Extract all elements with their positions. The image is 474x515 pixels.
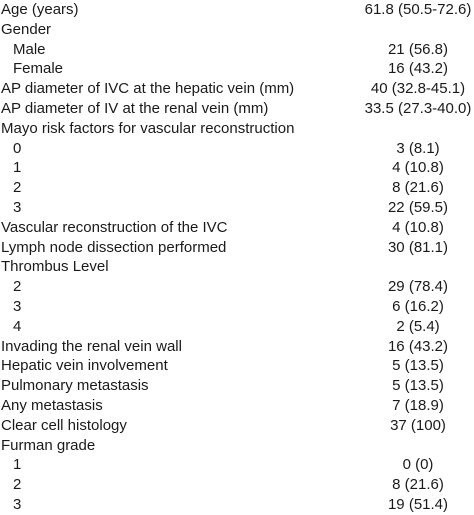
row-label: Gender [1, 20, 52, 38]
row-value: 2 (5.4) [396, 317, 440, 335]
row-value: 3 (8.1) [396, 139, 440, 157]
row-label: AP diameter of IV at the renal vein (mm) [1, 99, 269, 117]
row-label: 3 [13, 198, 22, 216]
row-label: 1 [13, 159, 22, 177]
table-row [0, 297, 474, 317]
table-row [0, 178, 474, 198]
row-label: 3 [13, 495, 22, 513]
table-row [0, 356, 474, 376]
table-row [0, 139, 474, 159]
table-row [0, 218, 474, 238]
row-label: Hepatic vein involvement [1, 357, 168, 375]
row-label: Mayo risk factors for vascular reconstruction [1, 119, 295, 137]
table-row [0, 337, 474, 357]
row-value: 5 (13.5) [392, 357, 444, 375]
row-value: 6 (16.2) [392, 297, 444, 315]
row-label: Lymph node dissection performed [1, 238, 227, 256]
row-value: 37 (100) [390, 416, 446, 434]
row-label: Female [13, 60, 64, 78]
row-label: 0 [13, 139, 22, 157]
row-label: 2 [13, 278, 22, 296]
table-row [0, 277, 474, 297]
table-row [0, 99, 474, 119]
row-value: 7 (18.9) [392, 396, 444, 414]
row-value: 19 (51.4) [387, 495, 449, 513]
table-row [0, 59, 474, 79]
row-value: 8 (21.6) [392, 476, 444, 494]
row-value: 8 (21.6) [392, 179, 444, 197]
row-label: Vascular reconstruction of the IVC [1, 218, 228, 236]
row-label: Any metastasis [1, 396, 103, 414]
row-value: 21 (56.8) [387, 40, 449, 58]
row-label: Age (years) [1, 1, 79, 18]
row-value: 33.5 (27.3-40.0) [364, 99, 472, 117]
row-value: 4 (10.8) [392, 218, 444, 236]
row-label: Clear cell histology [1, 416, 127, 434]
table-row [0, 495, 474, 515]
table-row [0, 257, 474, 277]
table-row [0, 158, 474, 178]
table-row [0, 475, 474, 495]
table-row [0, 198, 474, 218]
row-label: 2 [13, 179, 22, 197]
row-value: 61.8 (50.5-72.6) [364, 1, 472, 18]
table-row [0, 416, 474, 436]
table-row [0, 0, 474, 20]
row-label: AP diameter of IVC at the hepatic vein (mm) [1, 80, 295, 98]
row-label: 3 [13, 297, 22, 315]
table-row [0, 119, 474, 139]
table-row [0, 20, 474, 40]
row-label: Invading the renal vein wall [1, 337, 182, 355]
table-row [0, 40, 474, 60]
row-value: 40 (32.8-45.1) [370, 80, 466, 98]
row-value: 0 (0) [402, 456, 434, 474]
table-row [0, 436, 474, 456]
row-value: 30 (81.1) [387, 238, 449, 256]
row-value: 4 (10.8) [392, 159, 444, 177]
table-row [0, 317, 474, 337]
table-row [0, 396, 474, 416]
row-label: 1 [13, 456, 22, 474]
table-row [0, 79, 474, 99]
row-label: 4 [13, 317, 22, 335]
row-value: 29 (78.4) [387, 278, 449, 296]
table-row [0, 376, 474, 396]
row-label: Male [13, 40, 46, 58]
row-label: Thrombus Level [1, 258, 109, 276]
row-value: 22 (59.5) [387, 198, 449, 216]
row-value: 16 (43.2) [387, 337, 449, 355]
row-value: 16 (43.2) [387, 60, 449, 78]
row-label: 2 [13, 476, 22, 494]
table-row [0, 455, 474, 475]
table-row [0, 238, 474, 258]
row-value: 5 (13.5) [392, 377, 444, 395]
row-label: Pulmonary metastasis [1, 377, 149, 395]
row-label: Furman grade [1, 436, 96, 454]
